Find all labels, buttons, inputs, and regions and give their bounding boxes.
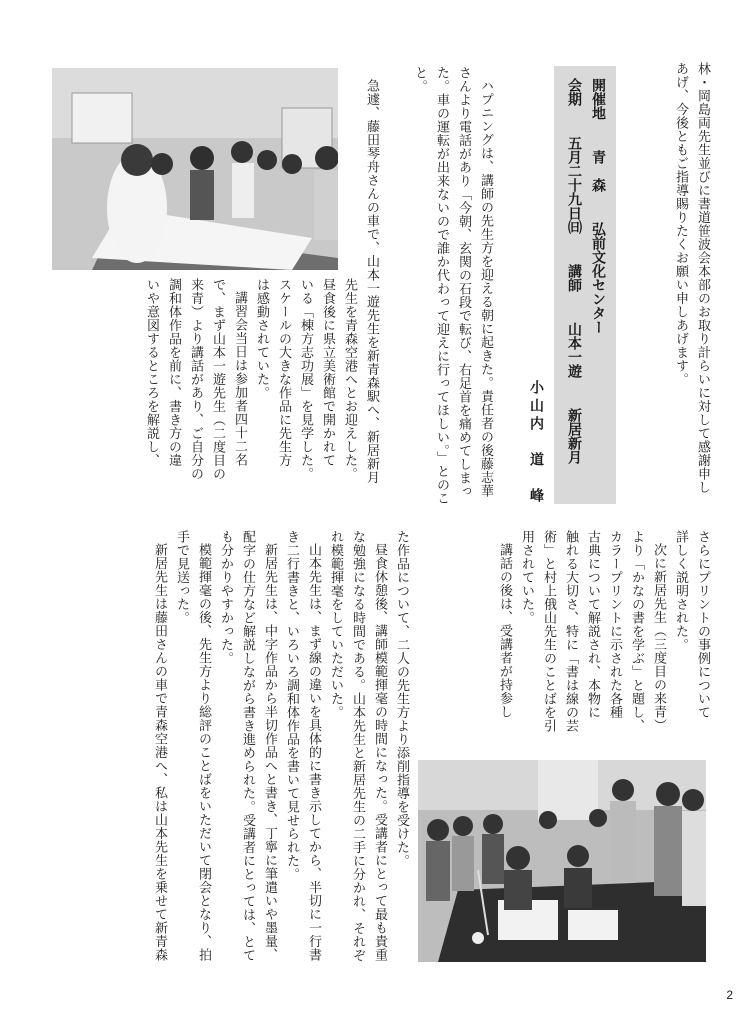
intro-text-block — [653, 62, 713, 508]
text-line: 山本先生は、まず線の違いを具体的に書き示してから、半切に一行書 — [306, 543, 321, 962]
text-line: も分かりやすかった。 — [218, 530, 233, 665]
text-line: 次に新居先生（三度目の来青） — [651, 543, 666, 732]
venue-line — [586, 78, 610, 492]
text-line: は感動されていた。 — [254, 278, 269, 400]
welcome-text-block — [52, 66, 382, 510]
text-line: 講話の後は、受講者が持参し — [497, 543, 512, 719]
text-line: 手で見送った。 — [174, 530, 189, 625]
text-line: た。車の運転が出来ないので誰か代わって迎えに行ってほしい。」とのこ — [434, 66, 449, 505]
lecturer-label: 講師 — [566, 264, 582, 292]
text-line: いや意図するところを解説し、 — [144, 278, 159, 467]
lecturer-2: 新居新月 — [566, 408, 582, 464]
text-line: 新居先生は、中字作品から半切作品へと書き、丁寧に筆遣いや墨量、 — [262, 543, 277, 962]
venue-city: 青 森 — [590, 150, 606, 192]
text-line: た作品について、二人の先生方より添削指導を受けた。 — [394, 530, 409, 868]
text-line: 急遽、藤田琴舟さんの車で、山本一遊先生を新青森駅へ、新居新月 — [364, 79, 379, 484]
text-line: 詳しく説明された。 — [673, 530, 688, 652]
lecturer-1: 山本一遊 — [566, 322, 582, 378]
text-line: 昼食休憩後、講師模範揮毫の時間になった。受講者にとって最も貴重 — [372, 543, 387, 962]
text-line: 用されていた。 — [519, 530, 534, 625]
text-line: 先生を青森空港へとお迎えした。 — [342, 278, 357, 481]
text-line: 講習会当日は参加者四十二名 — [232, 291, 247, 467]
text-line: れ模範揮毫をしていただいた。 — [328, 530, 343, 719]
text-line: カラープリントに示された各種 — [607, 530, 622, 719]
lecture-text-block — [443, 530, 713, 752]
text-line: き二行書きと、いろいろ調和体作品を書いて見せられた。 — [284, 530, 299, 881]
text-line: 配字の仕方など解説しながら書き進められた。受講者にとっては、とて — [240, 530, 255, 962]
text-line: 調和体作品を前に、書き方の違 — [166, 278, 181, 467]
text-line: あげ、今後ともご指導賜りたくお願い申しあげます。 — [673, 62, 688, 386]
text-line: 模範揮毫の後、先生方より総評のことばをいただいて閉会となり、拍 — [196, 543, 211, 962]
text-line: な勉強になる時間である。山本先生と新居先生の二手に分かれ、それぞ — [350, 530, 365, 962]
text-line: スケールの大きな作品に先生方 — [276, 278, 291, 467]
date-value: 五月二十九日㈰ — [566, 136, 582, 234]
group-viewing-photo — [418, 760, 706, 962]
text-line: 林・岡島両先生並びに書道笹波会本部のお取り計らいに対して感謝申し — [695, 62, 710, 494]
venue-label: 開催地 — [590, 78, 606, 120]
event-info-box — [554, 66, 616, 504]
text-line: さらにプリントの事例について — [695, 530, 710, 719]
text-line: より「かなの書を学ぶ」と題し、 — [629, 530, 644, 733]
page-number: 2 — [726, 988, 733, 1002]
date-label: 会期 — [566, 78, 582, 106]
photo-illustration — [418, 760, 706, 962]
demonstration-text-block — [52, 530, 412, 970]
happening-text-block — [388, 66, 496, 510]
text-line: 術」と村上俄山先生のことばを引 — [541, 530, 556, 733]
text-line: ハプニングは、講師の先生方を迎える朝に起きた。責任者の後藤志華 — [478, 79, 493, 498]
author-name: 小山内 道 峰 — [528, 380, 544, 506]
text-line: さんより電話があり「今朝、玄関の石段で転び、右足首を痛めてしまっ — [456, 66, 471, 498]
text-line: 触れる大切さ、特に「書は線の芸 — [563, 530, 578, 733]
text-line: 古典について解説され、本物に — [585, 530, 600, 719]
text-line: いる「棟方志功展」を見学した。 — [298, 278, 313, 481]
text-line: 昼食後に県立美術館で開かれて — [320, 278, 335, 467]
text-line: 来青）より講話があり、ご自分の — [188, 278, 203, 481]
text-line: 新居先生は藤田さんの車で青森空港へ、私は山本先生を乗せて新青森 — [152, 543, 167, 962]
date-line — [562, 78, 586, 492]
venue-place: 弘前文化センター — [590, 222, 606, 334]
text-line: と。 — [412, 66, 427, 93]
text-line: で、まず山本一遊先生（二度目の — [210, 278, 225, 481]
